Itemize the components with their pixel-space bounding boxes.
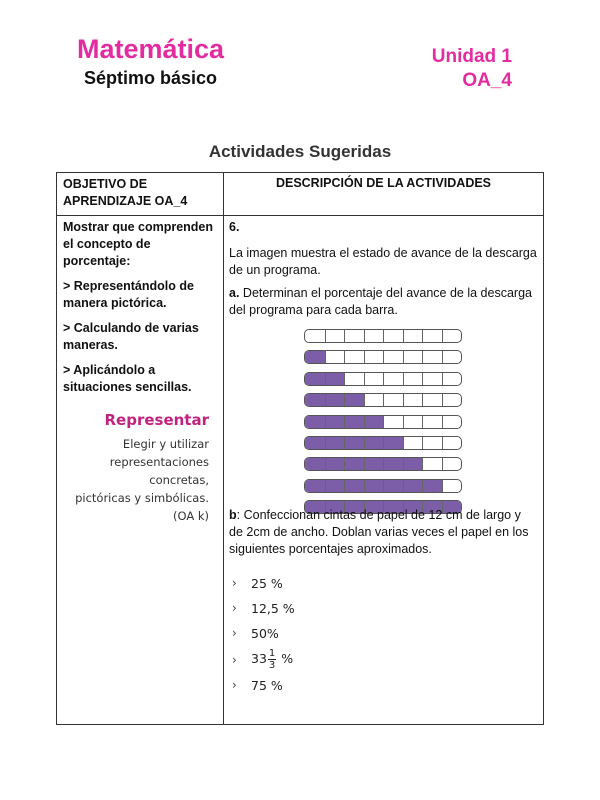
- bar-segment-divider: [442, 458, 443, 470]
- fraction: [268, 648, 276, 671]
- part-b-text: : Confeccionan cintas de papel de 12 cm de largo y de 2cm de ancho. Doblan varias veces el papel en los siguientes porcentajes aproximados.: [229, 508, 529, 556]
- bar-segment-divider: [403, 330, 404, 342]
- progress-bar: [304, 372, 462, 386]
- bar-segment-divider: [403, 416, 404, 428]
- bar-segment-divider: [364, 330, 365, 342]
- progress-bar: [304, 415, 462, 429]
- bar-segment-divider: [383, 351, 384, 363]
- percent-value: 12,5 %: [251, 601, 295, 616]
- bar-segment-divider: [422, 373, 423, 385]
- fraction-denominator: 3: [268, 660, 276, 671]
- part-a-text: Determinan el porcentaje del avance de la descarga del programa para cada barra.: [229, 286, 532, 317]
- bar-segment-divider: [325, 330, 326, 342]
- bar-segment-divider: [403, 373, 404, 385]
- bar-segment-divider: [442, 394, 443, 406]
- progress-bar: [304, 329, 462, 343]
- bar-segment-divider: [403, 480, 404, 492]
- bullet-icon: ›: [232, 626, 237, 640]
- bar-segment-divider: [344, 480, 345, 492]
- bar-segment-divider: [442, 480, 443, 492]
- bar-segment-divider: [325, 394, 326, 406]
- bar-segment-divider: [422, 330, 423, 342]
- bar-segment-divider: [442, 437, 443, 449]
- bar-segment-divider: [442, 373, 443, 385]
- bar-segment-divider: [344, 394, 345, 406]
- bar-segment-divider: [383, 373, 384, 385]
- skill-title: Representar: [104, 411, 209, 429]
- bar-segment-divider: [364, 394, 365, 406]
- fraction-numerator: 1: [268, 648, 276, 659]
- bar-segment-divider: [364, 351, 365, 363]
- bar-segment-divider: [344, 330, 345, 342]
- bar-segment-divider: [422, 351, 423, 363]
- skill-line: (OA k): [172, 509, 209, 523]
- bar-segment-divider: [442, 351, 443, 363]
- bar-segment-divider: [325, 373, 326, 385]
- left-column-header: OBJETIVO DE APRENDIZAJE OA_4: [63, 177, 188, 208]
- list-item: [232, 623, 432, 648]
- bar-segment-divider: [325, 437, 326, 449]
- progress-bar: [304, 350, 462, 364]
- bar-segment-divider: [422, 480, 423, 492]
- bar-segment-divider: [344, 373, 345, 385]
- progress-bar: [304, 457, 462, 471]
- percent-value: 75 %: [251, 678, 283, 693]
- activity-intro: La imagen muestra el estado de avance de la descarga de un programa.: [229, 246, 537, 277]
- skill-line: pictóricas y simbólicas.: [75, 491, 209, 505]
- bar-segment-divider: [325, 351, 326, 363]
- objective-cell: [63, 219, 219, 404]
- bar-segment-divider: [325, 458, 326, 470]
- bullet-icon: ›: [232, 653, 237, 667]
- bar-segment-divider: [403, 394, 404, 406]
- activity-part-b-cell: [229, 507, 537, 564]
- bar-segment-divider: [383, 480, 384, 492]
- percent-value: 33: [251, 651, 267, 666]
- bar-segment-divider: [383, 330, 384, 342]
- bar-segment-divider: [344, 458, 345, 470]
- list-item: [232, 648, 432, 675]
- bar-segment-divider: [344, 416, 345, 428]
- skill-box: [63, 411, 209, 525]
- percent-value: 25 %: [251, 576, 283, 591]
- bar-segment-divider: [442, 416, 443, 428]
- bar-segment-divider: [383, 437, 384, 449]
- unit-label: Unidad 1: [431, 46, 512, 67]
- bar-segment-divider: [442, 330, 443, 342]
- objective-item: > Aplicándolo a situaciones sencillas.: [63, 363, 192, 394]
- progress-bar: [304, 479, 462, 493]
- activity-part-b: [229, 507, 537, 558]
- percent-sign: %: [281, 651, 294, 666]
- bar-segment-divider: [422, 394, 423, 406]
- grade-subtitle: Séptimo básico: [84, 68, 218, 88]
- bar-segment-divider: [364, 437, 365, 449]
- bar-segment-divider: [403, 351, 404, 363]
- progress-fill: [305, 394, 364, 406]
- column-divider: [223, 173, 224, 724]
- progress-fill: [305, 351, 325, 363]
- bar-segment-divider: [383, 458, 384, 470]
- bullet-icon: ›: [232, 678, 237, 692]
- progress-bar: [304, 393, 462, 407]
- bar-segment-divider: [364, 373, 365, 385]
- activity-part-a: [229, 285, 537, 319]
- bar-segment-divider: [422, 416, 423, 428]
- progress-bar: [304, 436, 462, 450]
- right-column-header: DESCRIPCIÓN DE LA ACTIVIDADES: [275, 176, 492, 190]
- bar-segment-divider: [364, 416, 365, 428]
- bar-segment-divider: [344, 437, 345, 449]
- objective-intro: Mostrar que comprenden el concepto de porcentaje:: [63, 220, 214, 268]
- bar-segment-divider: [403, 458, 404, 470]
- objective-item: > Representándolo de manera pictórica.: [63, 279, 194, 310]
- part-b-label: b: [229, 508, 237, 522]
- activity-number: 6.: [229, 220, 240, 234]
- bar-segment-divider: [403, 437, 404, 449]
- bar-segment-divider: [422, 458, 423, 470]
- bar-segment-divider: [422, 437, 423, 449]
- activities-table: [56, 172, 544, 725]
- part-a-label: a.: [229, 286, 240, 300]
- list-item: [232, 675, 432, 700]
- list-item: [232, 573, 432, 598]
- activity-cell: [229, 219, 537, 325]
- subject-title: Matemática: [77, 34, 225, 64]
- bar-segment-divider: [364, 480, 365, 492]
- bar-segment-divider: [364, 458, 365, 470]
- objective-code: OA_4: [462, 70, 512, 91]
- header-divider: [57, 215, 543, 216]
- objective-item: > Calculando de varias maneras.: [63, 321, 199, 352]
- skill-line: Elegir y utilizar: [122, 437, 209, 451]
- bar-segment-divider: [325, 480, 326, 492]
- percent-list: [232, 573, 432, 700]
- bullet-icon: ›: [232, 601, 237, 615]
- page-heading: Actividades Sugeridas: [208, 142, 392, 161]
- percent-value: 50%: [251, 626, 279, 641]
- download-progress-bars: [304, 329, 464, 522]
- list-item: [232, 598, 432, 623]
- progress-fill: [305, 437, 403, 449]
- skill-line: representaciones concretas,: [109, 455, 209, 487]
- bar-segment-divider: [383, 416, 384, 428]
- bar-segment-divider: [344, 351, 345, 363]
- bullet-icon: ›: [232, 576, 237, 590]
- bar-segment-divider: [383, 394, 384, 406]
- bar-segment-divider: [325, 416, 326, 428]
